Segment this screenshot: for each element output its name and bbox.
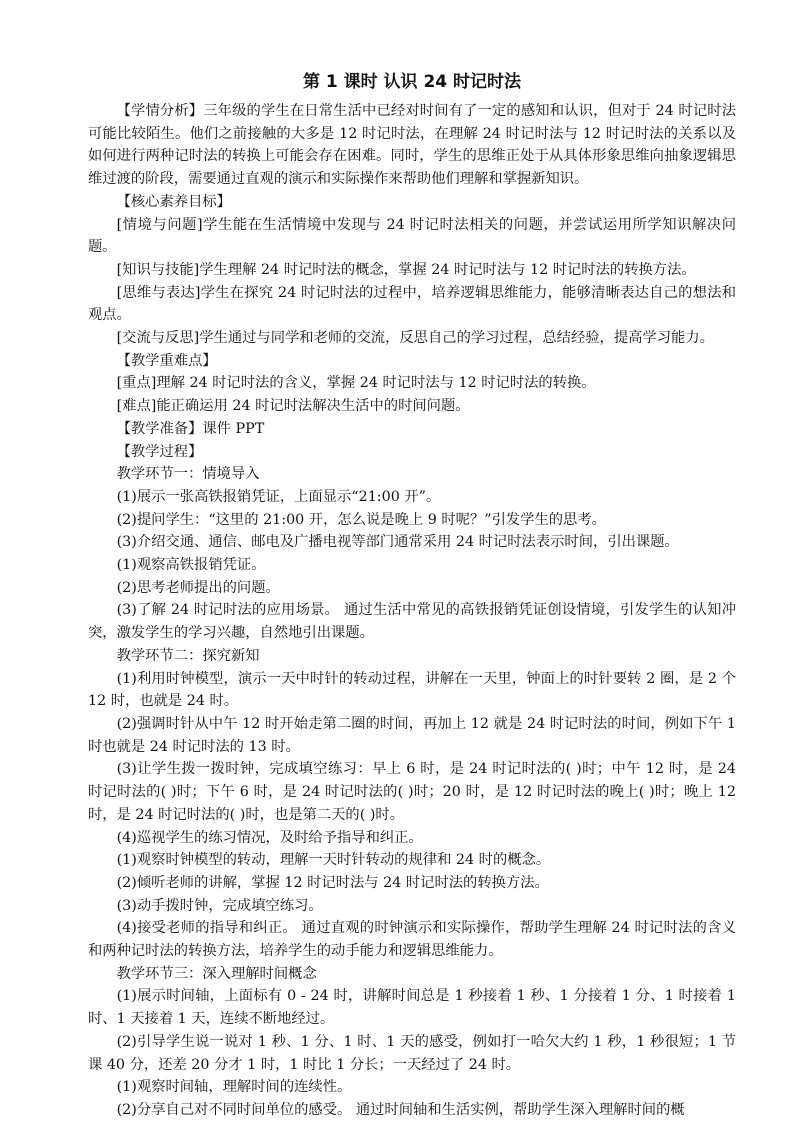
page-title: 第 1 课时 认识 24 时记时法 xyxy=(302,72,522,92)
paragraph: 教学环节三：深入理解时间概念 xyxy=(116,965,317,982)
paragraph: 【教学过程】 xyxy=(116,443,203,460)
paragraph: 【教学重难点】 xyxy=(116,352,217,369)
paragraph: (1)观察高铁报销凭证。 xyxy=(116,557,266,574)
paragraph: (1)观察时间轴，理解时间的连续性。 xyxy=(116,1079,352,1096)
paragraph: (3)动手拨时钟，完成填空练习。 xyxy=(116,897,323,914)
paragraph: (2)引导学生说一说对 1 秒、1 分、1 时、1 天的感受，例如打一哈欠大约 1 秒，1 秒很短；1 节课 40 分，还差 20 分才 1 时，1 时比 1 分长；一天经过了 24 时。 xyxy=(88,1033,736,1073)
paragraph: (2)提问学生：“这里的 21:00 开，怎么说是晚上 9 时呢？”引发学生的思考。 xyxy=(116,511,606,528)
paragraph: (2)思考老师提出的问题。 xyxy=(116,579,280,596)
paragraph: (2)强调时针从中午 12 时开始走第二圈的时间，再加上 12 就是 24 时记时法的时间，例如下午 1 时也就是 24 时记时法的 13 时。 xyxy=(88,715,736,755)
paragraph: 【核心素养目标】 xyxy=(116,193,231,210)
paragraph: 【教学准备】课件 PPT xyxy=(116,420,265,437)
paragraph: (4)巡视学生的练习情况，及时给予指导和纠正。 xyxy=(116,829,423,846)
paragraph: (3)让学生拨一拨时钟，完成填空练习：早上 6 时，是 24 时记时法的( )时；中午 12 时，是 24 时记时法的( )时；下午 6 时，是 24 时记时法的( )时；20 时，是 12 时记时法的晚上( )时；晚上 12 时，是 24 时记时法的( )时，也是第二天的( )时。 xyxy=(88,761,736,823)
paragraph: 教学环节一：情境导入 xyxy=(116,466,260,483)
paragraph: [交流与反思]学生通过与同学和老师的交流，反思自己的学习过程，总结经验，提高学习能力。 xyxy=(116,330,714,347)
paragraph: [知识与技能]学生理解 24 时记时法的概念，掌握 24 时记时法与 12 时记时法的转换方法。 xyxy=(116,261,696,278)
paragraph: 教学环节二：探究新知 xyxy=(116,647,260,664)
paragraph: 【学情分析】三年级的学生在日常生活中已经对时间有了一定的感知和认识，但对于 24 时记时法可能比较陌生。他们之前接触的大多是 12 时记时法，在理解 24 时记时法与 12 时记时法的关系以及如何进行两种记时法的转换上可能会存在困难。同时，学生的思维正处于从具体形象思维向抽象逻辑思维过渡的阶段，需要通过直观的演示和实际操作来帮助他们理解和掌握新知识。 xyxy=(88,103,736,188)
paragraph: (1)展示一张高铁报销凭证，上面显示“21:00 开”。 xyxy=(116,488,441,505)
paragraph: [重点]理解 24 时记时法的含义，掌握 24 时记时法与 12 时记时法的转换。 xyxy=(116,375,596,392)
paragraph: [情境与问题]学生能在生活情境中发现与 24 时记时法相关的问题，并尝试运用所学知识解决问题。 xyxy=(88,216,736,256)
paragraph: [难点]能正确运用 24 时记时法解决生活中的时间问题。 xyxy=(116,398,470,415)
document-page xyxy=(88,70,736,1122)
paragraph: (1)观察时钟模型的转动，理解一天时针转动的规律和 24 时的概念。 xyxy=(116,852,551,869)
paragraph: [思维与表达]学生在探究 24 时记时法的过程中，培养逻辑思维能力，能够清晰表达自己的想法和观点。 xyxy=(88,284,736,324)
document-body xyxy=(88,100,736,1122)
paragraph: (1)利用时钟模型，演示一天中时针的转动过程，讲解在一天里，钟面上的时针要转 2 圈，是 2 个 12 时，也就是 24 时。 xyxy=(88,670,736,710)
paragraph: (1)展示时间轴，上面标有 0 - 24 时，讲解时间总是 1 秒接着 1 秒、1 分接着 1 分、1 时接着 1 时、1 天接着 1 天，连续不断地经过。 xyxy=(88,988,736,1028)
paragraph: (2)倾听老师的讲解，掌握 12 时记时法与 24 时记时法的转换方法。 xyxy=(116,874,549,891)
paragraph: (2)分享自己对不同时间单位的感受。 通过时间轴和生活实例，帮助学生深入理解时间的概 xyxy=(116,1101,685,1118)
paragraph: (3)了解 24 时记时法的应用场景。 通过生活中常见的高铁报销凭证创设情境，引发学生的认知冲突，激发学生的学习兴趣，自然地引出课题。 xyxy=(88,602,736,642)
paragraph: (3)介绍交通、通信、邮电及广播电视等部门通常采用 24 时记时法表示时间，引出课题。 xyxy=(116,534,679,551)
paragraph: (4)接受老师的指导和纠正。 通过直观的时钟演示和实际操作，帮助学生理解 24 时记时法的含义和两种记时法的转换方法，培养学生的动手能力和逻辑思维能力。 xyxy=(88,920,736,960)
